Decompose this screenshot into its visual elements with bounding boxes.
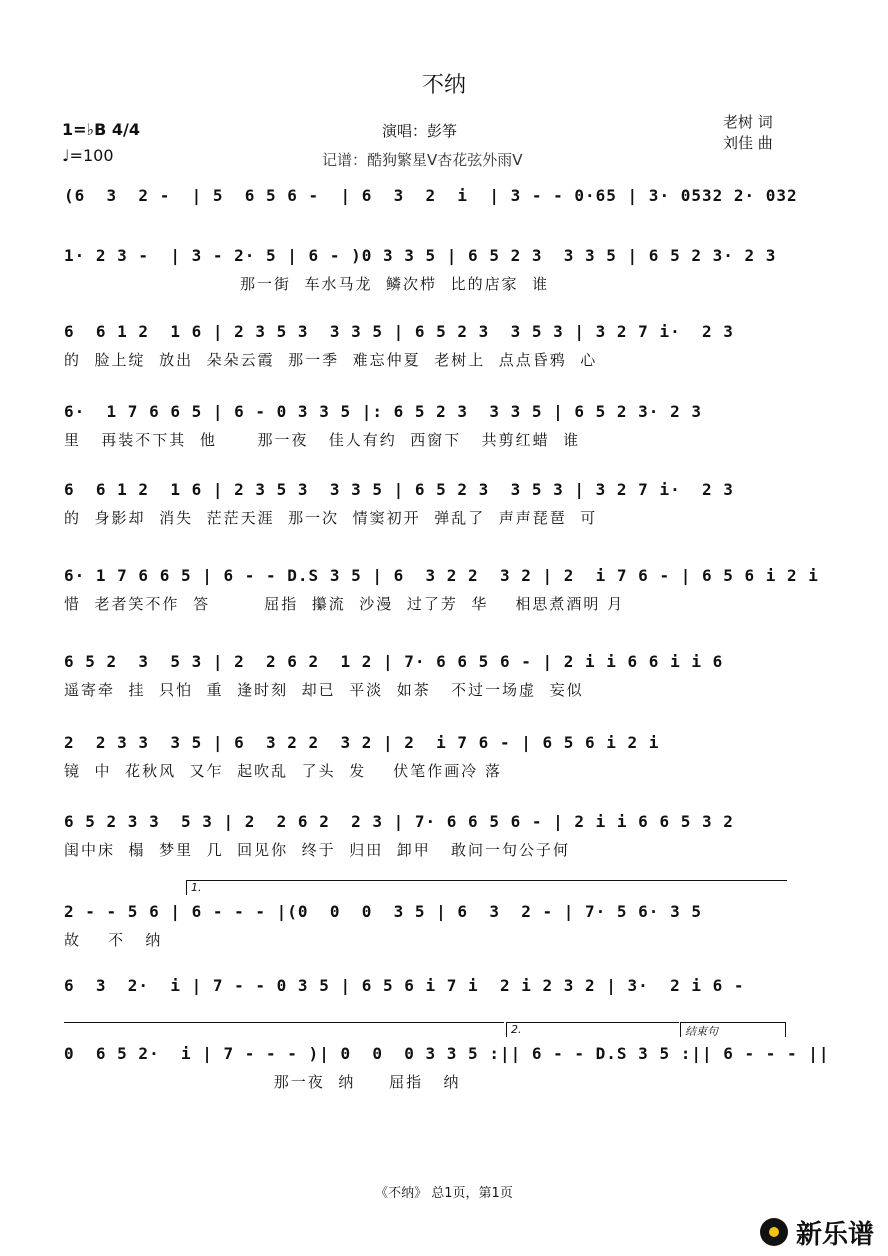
score-line-6: [64, 566, 819, 614]
score-line-3: [64, 322, 784, 370]
lyric-row: 的 脸上绽 放出 朵朵云霞 那一季 难忘仲夏 老树上 点点昏鸦 心: [64, 351, 598, 369]
lyric-row: 闺中床 榻 梦里 几 回见你 终于 归田 卸甲 敢问一句公子何: [64, 841, 571, 859]
page-title: 不纳: [421, 73, 466, 98]
composer-credit: 刘佳 曲: [723, 134, 773, 152]
notation-row: (6 3 2 - | 5 6 5 6 - | 6 3 2 i | 3 - - 0·65 | 3· 0532 2· 032: [64, 186, 798, 205]
tempo-marking: ♩=100: [62, 146, 114, 165]
lyric-row: 那一街 车水马龙 鳞次栉 比的店家 谁: [64, 275, 550, 293]
notation-row: 6· 1 7 6 6 5 | 6 - 0 3 3 5 |: 6 5 2 3 3 3 5 | 6 5 2 3· 2 3: [64, 402, 702, 421]
lyric-row: 里 再装不下其 他 那一夜 佳人有约 西窗下 共剪红蜡 谁: [64, 431, 581, 449]
lyric-row: 镜 中 花秋风 又乍 起吹乱 了头 发 伏笔作画冷 落: [64, 762, 503, 780]
notation-row: 1· 2 3 - | 3 - 2· 5 | 6 - )0 3 3 5 | 6 5 2 3 3 3 5 | 6 5 2 3· 2 3: [64, 246, 777, 265]
lyric-row: 惜 老者笑不作 答 屈指 攥流 沙漫 过了芳 华 相思煮酒明 月: [64, 595, 625, 613]
first-ending-bracket: [186, 880, 787, 895]
notation-row: 2 2 3 3 3 5 | 6 3 2 2 3 2 | 2 i 7 6 - | 6 5 6 i 2 i: [64, 733, 660, 752]
page-footer: 《不纳》 总1页，第1页: [375, 1186, 513, 1201]
lyricist-credit: 老树 词: [723, 113, 773, 131]
lyric-row: 那一夜 纳 屈指 纳: [64, 1073, 461, 1091]
score-line-2: [64, 246, 784, 294]
score-line-11: [64, 976, 784, 998]
notation-row: 6 6 1 2 1 6 | 2 3 5 3 3 3 5 | 6 5 2 3 3 5 3 | 3 2 7 i· 2 3: [64, 322, 734, 341]
first-ending-label: 1.: [191, 881, 202, 894]
score-line-10: [64, 902, 784, 950]
notation-row: 6 5 2 3 5 3 | 2 2 6 2 1 2 | 7· 6 6 5 6 - | 2 i i 6 6 i i 6: [64, 652, 724, 671]
score-line-1: [64, 186, 798, 214]
transcriber-credit: 记谱：酷狗繁星V杏花弦外雨V: [322, 151, 523, 169]
score-line-4: [64, 402, 784, 450]
notation-row: 6 6 1 2 1 6 | 2 3 5 3 3 3 5 | 6 5 2 3 3 5 3 | 3 2 7 i· 2 3: [64, 480, 734, 499]
score-line-9: [64, 812, 784, 860]
notation-row: 6· 1 7 6 6 5 | 6 - - D.S 3 5 | 6 3 2 2 3 2 | 2 i 7 6 - | 6 5 6 i 2 i: [64, 566, 819, 585]
lyric-row: 故 不 纳: [64, 931, 163, 949]
second-ending-label: 2.: [511, 1023, 522, 1036]
score-line-7: [64, 652, 784, 700]
brand-logo-text: 新乐谱: [796, 1220, 875, 1250]
notation-row: 2 - - 5 6 | 6 - - - |(0 0 0 3 5 | 6 3 2 - | 7· 5 6· 3 5: [64, 902, 702, 921]
notation-row: 6 5 2 3 3 5 3 | 2 2 6 2 2 3 | 7· 6 6 5 6 - | 2 i i 6 6 5 3 2: [64, 812, 734, 831]
notation-row: 0 6 5 2· i | 7 - - - )| 0 0 0 3 3 5 :|| 6 - - D.S 3 5 :|| 6 - - - ||: [64, 1044, 830, 1063]
score-line-8: [64, 733, 784, 781]
singer-credit: 演唱：彭筝: [382, 122, 458, 140]
first-ending-continuation: [64, 1022, 504, 1037]
notation-row: 6 3 2· i | 7 - - 0 3 5 | 6 5 6 i 7 i 2 i 2 3 2 | 3· 2 i 6 -: [64, 976, 745, 995]
lyric-row: 遥寄牵 挂 只怕 重 逢时刻 却已 平淡 如茶 不过一场虚 妄似: [64, 681, 584, 699]
score-line-5: [64, 480, 784, 528]
coda-label: 结束句: [685, 1025, 718, 1038]
vinyl-record-icon: [760, 1218, 788, 1246]
coda-bracket: [680, 1022, 786, 1037]
second-ending-bracket: [506, 1022, 679, 1037]
score-line-12: [64, 1044, 830, 1092]
key-signature: 1=♭B 4/4: [62, 120, 140, 139]
lyric-row: 的 身影却 消失 茫茫天涯 那一次 情窦初开 弹乱了 声声琵琶 可: [64, 509, 598, 527]
